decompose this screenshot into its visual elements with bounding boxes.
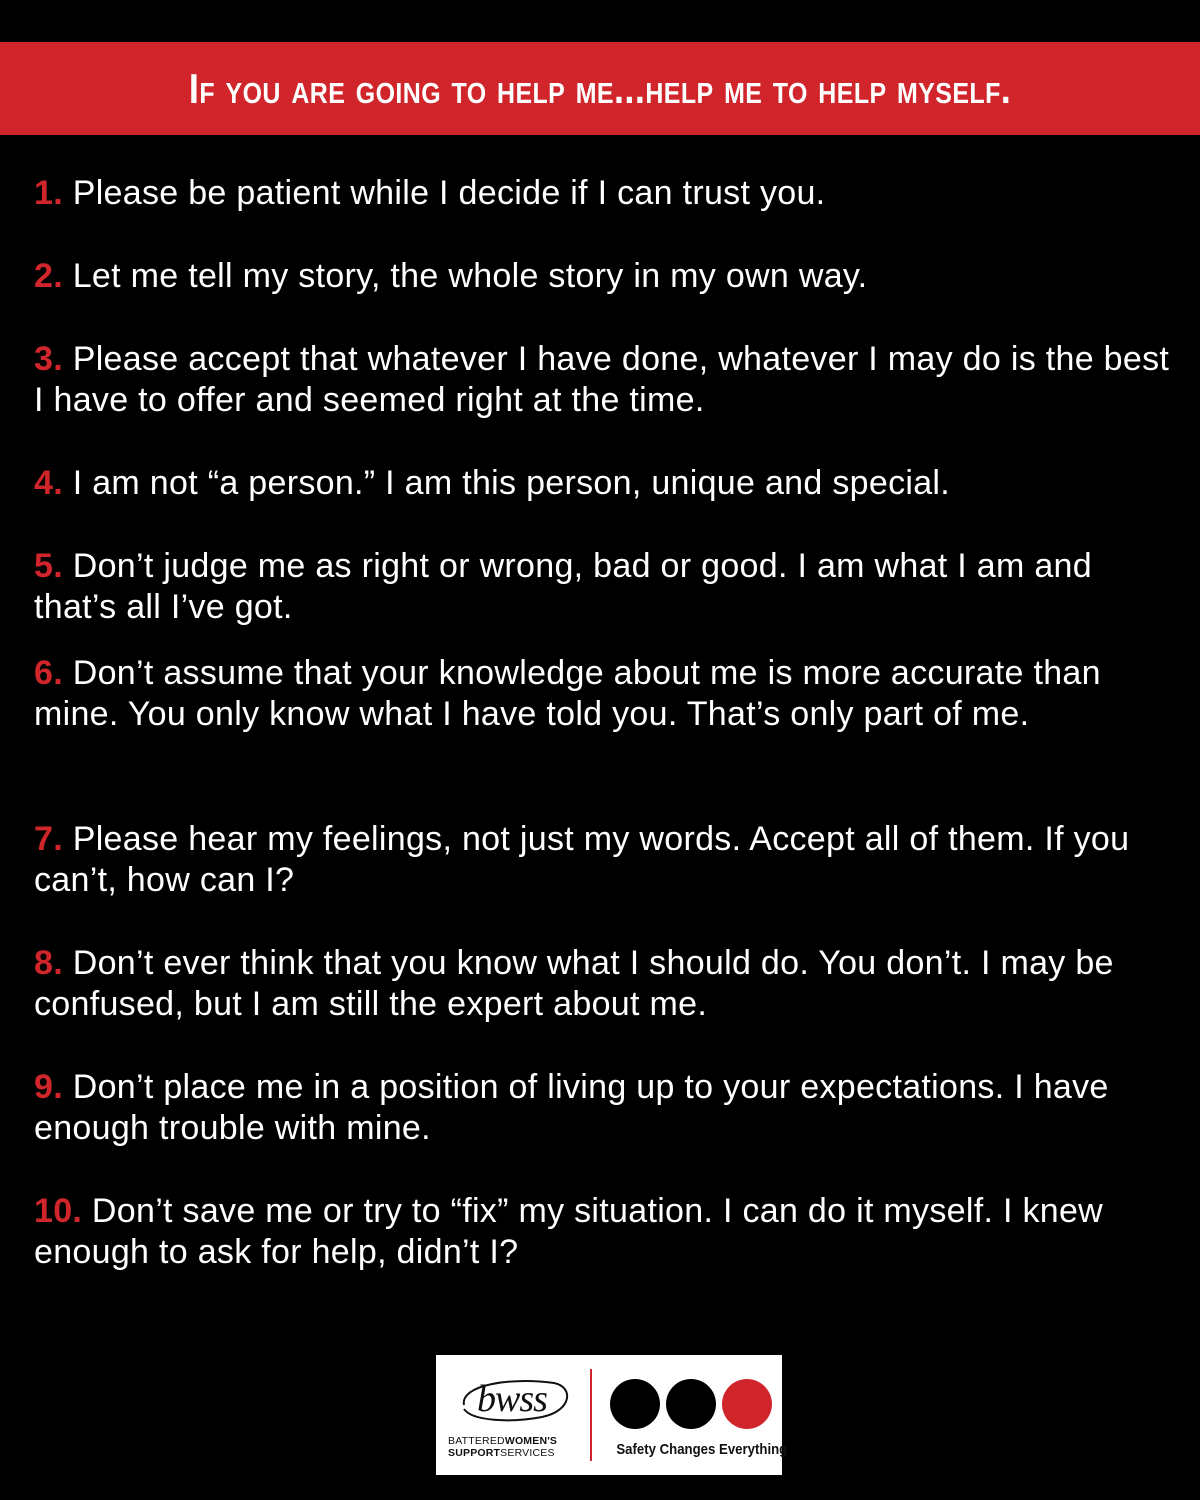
item-text: Don’t assume that your knowledge about me is more accurate than mine. You only know what I have told you. That’s only part of me.	[34, 654, 1101, 733]
org-name-support: SUPPORT	[448, 1447, 501, 1459]
footer-logo-box	[436, 1355, 788, 1475]
list-item	[34, 339, 1174, 421]
item-number: 3.	[34, 340, 63, 378]
list-item	[34, 256, 1174, 297]
title-banner	[0, 42, 1200, 135]
bwss-logo: bwss	[477, 1378, 547, 1420]
item-text: Please accept that whatever I have done, whatever I may do is the best I have to offer and seemed right at the time.	[34, 340, 1170, 419]
item-text: Don’t ever think that you know what I should do. You don’t. I may be confused, but I am still the expert about me.	[34, 944, 1114, 1023]
dot-icon	[722, 1379, 772, 1429]
tagline: Safety Changes Everything	[616, 1441, 788, 1458]
org-name-line1	[448, 1435, 557, 1447]
list-item	[34, 943, 1174, 1025]
list-item	[34, 653, 1174, 735]
item-number: 4.	[34, 464, 63, 502]
list-item	[34, 1191, 1174, 1273]
org-name-line2	[448, 1447, 555, 1459]
page-title: If you are going to help me...help me to help myself.	[188, 64, 1012, 112]
item-text: Don’t judge me as right or wrong, bad or good. I am what I am and that’s all I’ve got.	[34, 547, 1092, 626]
list-item	[34, 1067, 1174, 1149]
item-number: 6.	[34, 654, 63, 692]
item-number: 10.	[34, 1192, 83, 1230]
item-number: 1.	[34, 174, 63, 212]
item-number: 2.	[34, 257, 63, 295]
item-text: Don’t save me or try to “fix” my situation. I can do it myself. I knew enough to ask for help, didn’t I?	[34, 1192, 1104, 1271]
item-number: 5.	[34, 547, 63, 585]
three-dots-logo	[610, 1379, 776, 1431]
org-name-services: SERVICES	[500, 1447, 555, 1459]
dot-icon	[610, 1379, 660, 1429]
logo-divider	[590, 1369, 592, 1461]
list-item	[34, 173, 1174, 214]
list-item	[34, 463, 1174, 504]
item-number: 9.	[34, 1068, 63, 1106]
item-text: Please hear my feelings, not just my words. Accept all of them. If you can’t, how can I?	[34, 820, 1130, 899]
item-text: Don’t place me in a position of living up to your expectations. I have enough trouble with mine.	[34, 1068, 1109, 1147]
item-number: 7.	[34, 820, 63, 858]
org-name-womens: WOMEN'S	[504, 1435, 558, 1447]
item-text: Let me tell my story, the whole story in my own way.	[72, 257, 868, 295]
dot-icon	[666, 1379, 716, 1429]
list-item	[34, 546, 1174, 628]
item-number: 8.	[34, 944, 63, 982]
list-item	[34, 819, 1174, 901]
item-text: I am not “a person.” I am this person, unique and special.	[72, 464, 951, 502]
item-text: Please be patient while I decide if I can trust you.	[72, 174, 826, 212]
org-name-battered: BATTERED	[448, 1435, 505, 1447]
